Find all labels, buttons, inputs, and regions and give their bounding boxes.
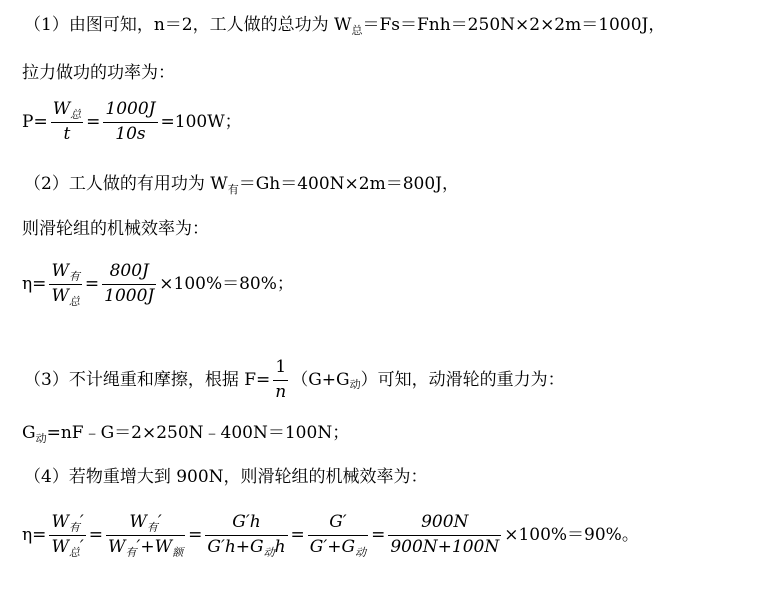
equals: =: [84, 273, 100, 294]
eff2-c-num: G′h: [232, 512, 261, 532]
part1-label: （1）由图可知，n＝2，工人做的总功为 W: [24, 15, 352, 35]
eff2-b-den2: +W: [140, 536, 173, 557]
eff2-b-den1-prime: ′: [136, 536, 141, 557]
efficiency-formula-1: [22, 262, 294, 306]
part1-line: [24, 15, 666, 37]
eff2-fraction-b: [106, 513, 185, 557]
eff1-fraction-2: [102, 262, 156, 306]
eff2-fraction-c: [205, 513, 287, 557]
frac2-num: 1000J: [105, 99, 156, 119]
eff2-fraction-d: [308, 513, 368, 557]
part3-label: （3）不计绳重和摩擦，根据 F=: [24, 369, 271, 390]
part3-g-sub: 动: [35, 432, 47, 445]
part1-power-label: 拉力做功的功率为：: [22, 63, 175, 83]
eff1-den: W: [51, 285, 69, 306]
equals: =: [88, 524, 104, 545]
power-formula-rhs: =100W；: [160, 111, 242, 132]
eff2-a-num-sub: 有: [68, 521, 80, 534]
equals: =: [86, 111, 101, 132]
power-fraction-1: [51, 100, 83, 144]
part1-sub: 总: [351, 24, 363, 37]
equals: =: [290, 524, 305, 545]
part2-label: （2）工人做的有用功为 W: [24, 174, 228, 194]
eff1-lhs: η=: [22, 273, 47, 294]
frac-den: t: [63, 123, 71, 144]
eff2-a-den-sub: 总: [68, 545, 80, 559]
eff1-fraction-1: [49, 262, 81, 306]
part2-rest: ＝Gh＝400N×2m＝800J，: [238, 174, 459, 194]
eff2-e-den: 900N+100N: [390, 536, 500, 557]
eff2-c-den1: G′h+G: [207, 536, 264, 557]
eff2-rhs: ×100%＝90%。: [504, 524, 639, 545]
part3-g-rest: =nF﹣G＝2×250N﹣400N＝100N；: [46, 423, 350, 443]
eff2-b-num: W: [129, 512, 147, 532]
eff2-a-den: W: [51, 536, 69, 557]
eff2-e-num: 900N: [421, 512, 469, 532]
frac-num: W: [52, 99, 71, 119]
eff2-b-num-prime: ′: [157, 512, 162, 532]
part3-frac-den: n: [275, 381, 287, 402]
eff2-d-num: G′: [329, 512, 347, 532]
efficiency-formula-2: [22, 513, 639, 557]
eff1-frac2-num: 800J: [109, 261, 149, 281]
eff2-c-den-sub: 动: [263, 545, 275, 559]
part1-rest: ＝Fs＝Fnh＝250N×2×2m＝1000J，: [362, 15, 666, 35]
eff2-b-num-sub: 有: [146, 521, 158, 534]
eff2-fraction-e: [388, 513, 501, 557]
part3-mid: （G+G: [291, 369, 350, 390]
part4-line: （4）若物重增大到 900N，则滑轮组的机械效率为：: [24, 467, 428, 487]
eff2-lhs: η=: [22, 524, 47, 545]
part2-eff-label: 则滑轮组的机械效率为：: [22, 219, 209, 239]
equals: =: [371, 524, 386, 545]
part3-rest: ）可知，动滑轮的重力为：: [360, 369, 565, 390]
eff2-b-den1-sub: 有: [125, 545, 137, 559]
part3-fraction: [273, 358, 288, 402]
eff1-num: W: [51, 261, 69, 281]
eff1-num-sub: 有: [68, 270, 80, 283]
eff2-b-den2-sub: 额: [172, 545, 184, 559]
equals: =: [188, 524, 203, 545]
eff2-a-num-prime: ′: [79, 512, 84, 532]
frac-num-sub: 总: [70, 108, 82, 121]
frac2-den: 10s: [115, 123, 146, 144]
eff2-d-den1: G′+G: [309, 536, 356, 557]
eff1-frac2-den: 1000J: [104, 285, 155, 306]
part3-frac-num: 1: [275, 357, 287, 377]
power-fraction-2: [103, 100, 157, 144]
part3-sub: 动: [349, 377, 361, 391]
part2-sub: 有: [227, 183, 239, 196]
power-formula: [22, 100, 242, 144]
eff2-a-num: W: [51, 512, 69, 532]
eff2-c-den2: h: [274, 536, 286, 557]
part3-line: [24, 358, 565, 402]
part2-line: [24, 174, 459, 196]
part3-g: G: [22, 423, 36, 443]
eff2-d-den-sub: 动: [355, 545, 367, 559]
eff1-den-sub: 总: [68, 294, 80, 308]
power-formula-lhs: P=: [22, 111, 48, 132]
eff2-fraction-a: [49, 513, 85, 557]
part3-result: [22, 423, 350, 445]
eff1-rhs: ×100%＝80%；: [159, 273, 294, 294]
eff2-a-den-prime: ′: [79, 536, 84, 557]
eff2-b-den1: W: [108, 536, 126, 557]
